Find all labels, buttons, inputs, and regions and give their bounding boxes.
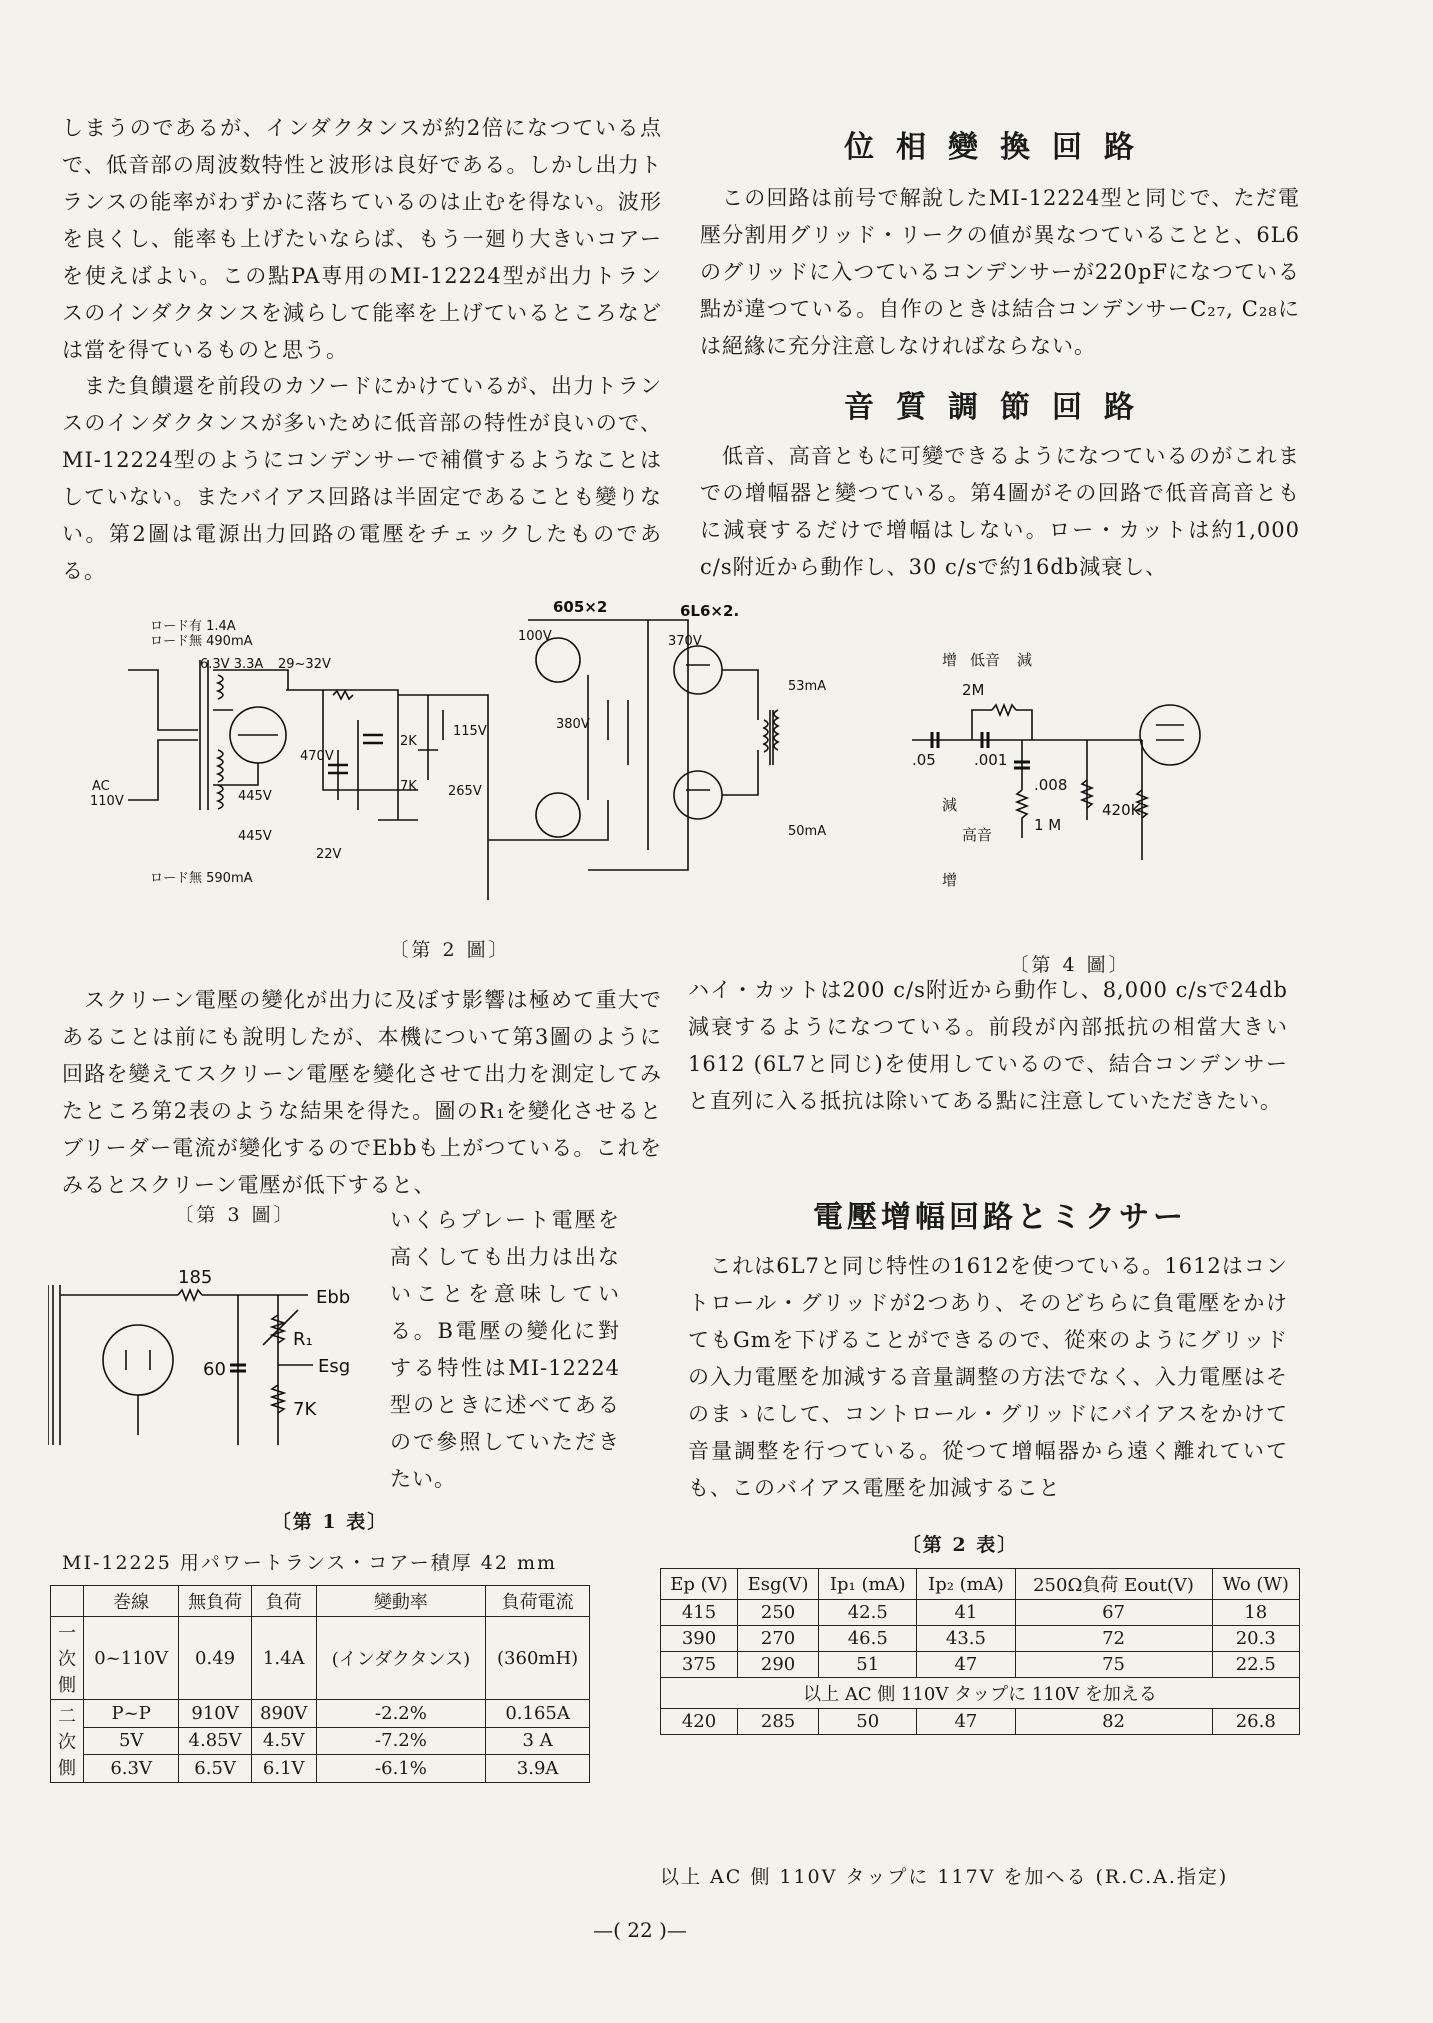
table2-header-cell: Wo (W) [1212, 1569, 1299, 1600]
fig2-label-tube-605: 605×2 [553, 600, 608, 616]
table1-primary-label: 一次側 [51, 1617, 84, 1700]
table2-note-row [661, 1678, 1300, 1709]
page-number: —( 22 )— [593, 1918, 687, 1942]
table2-cell: 415 [661, 1600, 738, 1626]
table1-header-cell: 負荷電流 [486, 1586, 590, 1617]
left-para-1: しまうのであるが、インダクタンスが約2倍になつている点で、低音部の周波数特性と波形は良好である。しかし出力トランスの能率がわずかに落ちているのは止むを得ない。波形を良くし、能率も上げたいならば、もう一廻り大きいコアーを使えばよい。この點PA専用のMI-12224型が出力トランスのインダクタンスを減らして能率を上げているところなどは當を得ているものと思う。 [62, 116, 662, 362]
table1-cell: 4.5V [251, 1727, 316, 1755]
table1-cell: 3.9A [486, 1755, 590, 1783]
fig3-label-185: 185 [178, 1267, 213, 1288]
table2-header-cell: Ip₂ (mA) [917, 1569, 1015, 1600]
table1 [50, 1585, 590, 1783]
table2-cell: 75 [1015, 1652, 1212, 1678]
table2-header-cell: 250Ω負荷 Eout(V) [1015, 1569, 1212, 1600]
fig2-label-53ma: 53mA [788, 679, 827, 694]
fig3-label-esg: Esg [318, 1356, 351, 1377]
fig2-circuit [88, 600, 828, 900]
table2-cell: 67 [1015, 1600, 1212, 1626]
fig2-label-load-on: ロード有 1.4A [150, 619, 236, 634]
fig2-label-ac-110v: 110V [90, 794, 124, 809]
right-para-1: この回路は前号で解說したMI-12224型と同じで、ただ電壓分割用グリッド・リークの値が異なつていることと、6L6のグリッドに入つているコンデンサーが220pFになつている點が違つている。自作のときは結合コンデンサーC₂₇, C₂₈には絕緣に充分注意しなければならない。 [700, 186, 1300, 358]
table2-cell: 72 [1015, 1626, 1212, 1652]
fig2-label-2k: 2K [400, 734, 417, 749]
fig2-label-load-off-590: ロード無 590mA [150, 871, 253, 886]
table1-cell: 0.49 [179, 1617, 251, 1700]
fig4-caption: 〔第 4 圖〕 [1009, 954, 1131, 976]
table2-cell: 51 [819, 1652, 917, 1678]
table2-cell: 290 [738, 1652, 819, 1678]
fig3-label-ebb: Ebb [316, 1287, 351, 1308]
table2-cell: 270 [738, 1626, 819, 1652]
right-para-2: 低音、高音ともに可變できるようになつているのがこれまでの增幅器と變つている。第4圖がその回路で低音高音ともに減衰するだけで增幅はしない。ロー・カットは約1,000 c/s附近から動作し、30 c/sで約16db減衰し、 [700, 444, 1300, 579]
table2-row [661, 1652, 1300, 1678]
heading-tone-control: 音質調節回路 [844, 390, 1156, 425]
table1-row [51, 1700, 590, 1728]
fig3-label-60: 60 [203, 1359, 226, 1380]
fig4-label-cut-low: 減 [1017, 651, 1033, 669]
fig2-label-load-off: ロード無 490mA [150, 634, 253, 649]
table2-cell: 46.5 [819, 1626, 917, 1652]
table1-cell: 1.4A [251, 1617, 316, 1700]
table1-cell: 890V [251, 1700, 316, 1728]
heading-voltage-amp: 電壓增幅回路とミクサー [813, 1200, 1187, 1235]
fig2-label-50ma: 50mA [788, 824, 827, 839]
table1-header [51, 1586, 590, 1617]
table1-header-cell [51, 1586, 84, 1617]
fig2-label-265v: 265V [448, 784, 482, 799]
table1-cell: 6.1V [251, 1755, 316, 1783]
table2-cell: 390 [661, 1626, 738, 1652]
left-para-4: いくらプレート電壓を高くしても出力は出ないことを意味している。B電壓の變化に對する特性はMI-12224型のときに述べてあるので參照していただきたい。 [390, 1208, 620, 1491]
fig3-circuit [48, 1245, 378, 1455]
right-para-3: ハイ・カットは200 c/s附近から動作し、8,000 c/sで24db減衰するようになつている。前段が內部抵抗の相當大きい1612 (6L7と同じ)を使用しているので、結合コンデンサーと直列に入る抵抗は除いてある點に注意していただきたい。 [688, 978, 1288, 1113]
table2-header-cell: Ep (V) [661, 1569, 738, 1600]
fig3-label-r1: R₁ [293, 1329, 313, 1350]
fig2-label-470v: 470V [300, 749, 334, 764]
fig4-label-low: 低音 [970, 651, 1001, 669]
table2-cell: 82 [1015, 1709, 1212, 1735]
table2-cell: 43.5 [917, 1626, 1015, 1652]
table1-cell: 4.85V [179, 1727, 251, 1755]
table1-header-cell: 負荷 [251, 1586, 316, 1617]
table2-cell: 375 [661, 1652, 738, 1678]
table1-cell: -7.2% [316, 1727, 486, 1755]
table1-cell: -2.2% [316, 1700, 486, 1728]
left-para-3: スクリーン電壓の變化が出力に及ぼす影響は極めて重大であることは前にも說明したが、本機について第3圖のように回路を變えてスクリーン電壓を變化させて出力を測定してみたところ第2表のような結果を得た。圖のR₁を變化させるとブリーダー電流が變化するのでEbbも上がつている。これをみるとスクリーン電壓が低下すると、 [62, 988, 662, 1197]
fig4-label-c001: .001 [974, 751, 1008, 769]
table2-row [661, 1709, 1300, 1735]
fig2-label-115v: 115V [453, 724, 487, 739]
fig2-label-380v: 380V [556, 717, 590, 732]
table1-cell: 6.3V [84, 1755, 179, 1783]
table2-header-cell: Ip₁ (mA) [819, 1569, 917, 1600]
table1-header-cell: 變動率 [316, 1586, 486, 1617]
table2-cell: 420 [661, 1709, 738, 1735]
table2-cell: 42.5 [819, 1600, 917, 1626]
fig2-label-ac: AC [92, 779, 110, 794]
table2-cell: 22.5 [1212, 1652, 1299, 1678]
table1-row [51, 1727, 590, 1755]
fig4-label-high: 高音 [962, 826, 993, 844]
fig3-caption: 〔第 3 圖〕 [174, 1204, 296, 1226]
table1-secondary-label: 二次側 [51, 1700, 84, 1783]
table2-header [661, 1569, 1300, 1600]
table2-header-cell: Esg(V) [738, 1569, 819, 1600]
table2-caption: 〔第 2 表〕 [901, 1534, 1019, 1556]
table1-cell: (インダクタンス) [316, 1617, 486, 1700]
table2-cell: 47 [917, 1652, 1015, 1678]
table1-row [51, 1755, 590, 1783]
table1-cell: 5V [84, 1727, 179, 1755]
fig2-label-100v: 100V [518, 629, 552, 644]
table2-note-2: 以上 AC 側 110V タップに 117V を加へる (R.C.A.指定) [660, 1866, 1229, 1888]
fig2-label-445v-b: 445V [238, 829, 272, 844]
table2-row [661, 1626, 1300, 1652]
fig2-caption: 〔第 2 圖〕 [389, 939, 511, 961]
fig2-label-heater: 6.3V 3.3A [200, 657, 264, 672]
table1-cell: 0~110V [84, 1617, 179, 1700]
heading-phase-inverter: 位相變換回路 [844, 130, 1156, 165]
table1-row [51, 1617, 590, 1700]
table2-cell: 18 [1212, 1600, 1299, 1626]
table2-cell: 20.3 [1212, 1626, 1299, 1652]
table2-cell: 250 [738, 1600, 819, 1626]
table1-cell: P~P [84, 1700, 179, 1728]
fig4-label-2m: 2M [962, 681, 985, 699]
table2-row [661, 1600, 1300, 1626]
fig2-label-22v: 22V [316, 847, 342, 862]
fig4-label-boost-low: 增 [942, 651, 958, 669]
right-para-4: これは6L7と同じ特性の1612を使つている。1612はコントロール・グリッドが2つあり、そのどちらに負電壓をかけてもGmを下げることができるので、從來のようにグリッドの入力電壓を加減する音量調整の方法でなく、入力電壓はそのまゝにして、コントロール・グリッドにバイアスをかけて音量調整を行つている。從つて增幅器から遠く離れていても、このバイアス電壓を加減すること [688, 1254, 1288, 1500]
table1-cell: 0.165A [486, 1700, 590, 1728]
table1-header-cell: 無負荷 [179, 1586, 251, 1617]
fig4-label-1m: 1 M [1034, 816, 1062, 834]
table1-cell: (360mH) [486, 1617, 590, 1700]
table2-cell: 26.8 [1212, 1709, 1299, 1735]
fig4-label-boost-high: 增 [942, 871, 958, 889]
table2-cell: 41 [917, 1600, 1015, 1626]
table1-header-cell: 巻線 [84, 1586, 179, 1617]
fig2-label-heater-range: 29~32V [278, 657, 331, 672]
left-para-2: また負饋還を前段のカソードにかけているが、出力トランスのインダクタンスが多いために低音部の特性が良いので、MI-12224型のようにコンデンサーで補償するようなことはしていない。またバイアス回路は半固定であることも變りない。第2圖は電源出力回路の電壓をチェックしたものである。 [62, 374, 662, 583]
fig2-label-7k: 7K [400, 779, 417, 794]
table1-cell: 6.5V [179, 1755, 251, 1783]
fig4-label-420k: 420K [1102, 801, 1141, 819]
fig2-label-445v-a: 445V [238, 789, 272, 804]
table2-cell: 47 [917, 1709, 1015, 1735]
table1-cell: -6.1% [316, 1755, 486, 1783]
table1-subtitle: MI-12225 用パワートランス・コアー積厚 42 mm [62, 1552, 558, 1574]
table2-cell: 285 [738, 1709, 819, 1735]
fig2-label-370v: 370V [668, 634, 702, 649]
table1-cell: 3 A [486, 1727, 590, 1755]
table2-note-1: 以上 AC 側 110V タップに 110V を加える [661, 1678, 1300, 1709]
table1-cell: 910V [179, 1700, 251, 1728]
table2-cell: 50 [819, 1709, 917, 1735]
table2 [660, 1568, 1300, 1735]
fig2-label-tube-6l6: 6L6×2. [680, 602, 740, 620]
fig4-circuit [912, 640, 1212, 900]
fig4-label-c05: .05 [912, 751, 936, 769]
table1-caption: 〔第 1 表〕 [271, 1511, 389, 1533]
fig4-label-cut-high: 減 [942, 796, 958, 814]
fig4-label-c008: .008 [1034, 776, 1068, 794]
fig3-label-7k: 7K [293, 1399, 317, 1420]
